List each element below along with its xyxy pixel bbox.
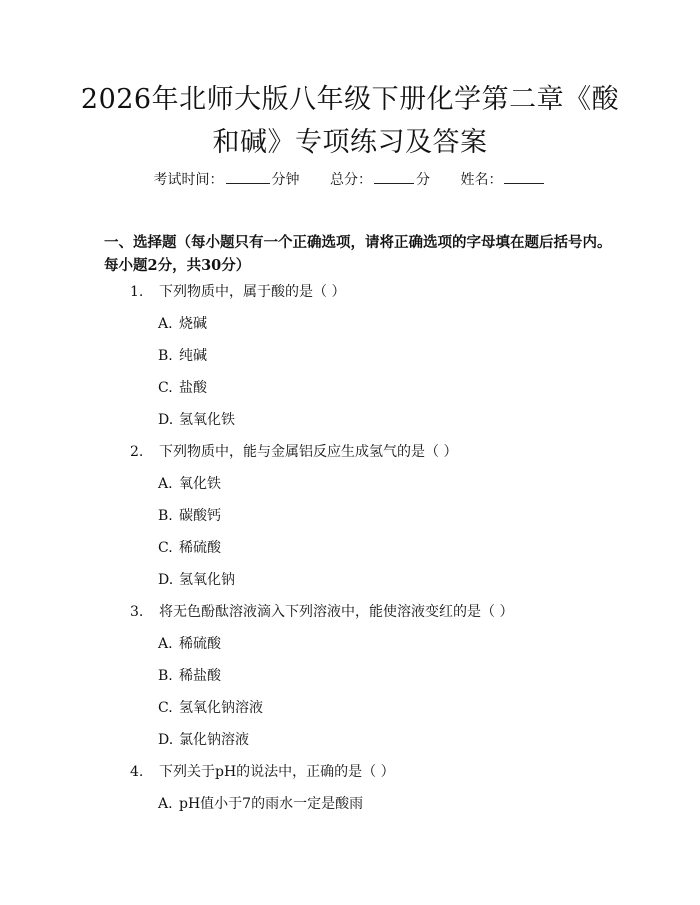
question-3-option-d[interactable] bbox=[158, 729, 249, 749]
question-number: 4. bbox=[130, 764, 144, 780]
option-letter: A. bbox=[158, 796, 173, 812]
option-text: 氢氧化钠 bbox=[179, 572, 235, 588]
option-letter: C. bbox=[158, 540, 173, 556]
option-text: 氧化铁 bbox=[179, 476, 221, 492]
title-line-2: 和碱》专项练习及答案 bbox=[212, 127, 488, 158]
question-2-option-d[interactable] bbox=[158, 569, 235, 589]
option-text: 稀硫酸 bbox=[179, 540, 221, 556]
total-score-label: 总分： bbox=[330, 172, 372, 188]
option-letter: D. bbox=[158, 572, 174, 588]
exam-info bbox=[0, 169, 700, 189]
option-letter: A. bbox=[158, 476, 173, 492]
exam-time-blank[interactable] bbox=[226, 171, 270, 184]
option-text: 稀盐酸 bbox=[179, 668, 221, 684]
question-number: 1. bbox=[130, 284, 144, 300]
question-3-option-c[interactable] bbox=[158, 697, 263, 717]
option-letter: A. bbox=[158, 316, 173, 332]
question-1-option-a[interactable] bbox=[158, 313, 207, 333]
option-text: 氯化钠溶液 bbox=[179, 732, 249, 748]
question-1 bbox=[130, 281, 345, 301]
question-1-option-d[interactable] bbox=[158, 409, 235, 429]
document-title bbox=[60, 78, 640, 164]
question-stem: 将无色酚酞溶液滴入下列溶液中，能使溶液变红的是（ ） bbox=[159, 604, 514, 620]
option-letter: B. bbox=[158, 668, 173, 684]
question-2-option-c[interactable] bbox=[158, 537, 221, 557]
option-text: 氢氧化铁 bbox=[179, 412, 235, 428]
option-letter: B. bbox=[158, 508, 173, 524]
option-letter: D. bbox=[158, 412, 174, 428]
question-1-option-b[interactable] bbox=[158, 345, 207, 365]
option-text: pH值小于7的雨水一定是酸雨 bbox=[179, 796, 364, 812]
exam-time-unit: 分钟 bbox=[271, 172, 300, 188]
question-number: 3. bbox=[130, 604, 144, 620]
section-heading: 一、选择题（每小题只有一个正确选项，请将正确选项的字母填在题后括号内。每小题2分，共30分） bbox=[104, 234, 612, 274]
exam-time-label: 考试时间： bbox=[153, 172, 224, 188]
option-text: 稀硫酸 bbox=[179, 636, 221, 652]
question-stem: 下列物质中，能与金属铝反应生成氢气的是（ ） bbox=[159, 444, 458, 460]
question-3-option-a[interactable] bbox=[158, 633, 221, 653]
question-4-option-a[interactable] bbox=[158, 793, 363, 813]
question-1-option-c[interactable] bbox=[158, 377, 207, 397]
student-name-blank[interactable] bbox=[504, 171, 544, 184]
student-name-label: 姓名： bbox=[460, 172, 503, 188]
option-text: 碳酸钙 bbox=[179, 508, 221, 524]
question-2 bbox=[130, 441, 457, 461]
option-text: 氢氧化钠溶液 bbox=[179, 700, 263, 716]
question-number: 2. bbox=[130, 444, 144, 460]
question-stem: 下列物质中，属于酸的是（ ） bbox=[159, 284, 346, 300]
title-line-1: 2026年北师大版八年级下册化学第二章《酸 bbox=[80, 84, 620, 115]
question-2-option-a[interactable] bbox=[158, 473, 221, 493]
option-letter: B. bbox=[158, 348, 173, 364]
question-4 bbox=[130, 761, 395, 781]
option-text: 烧碱 bbox=[179, 316, 207, 332]
question-3-option-b[interactable] bbox=[158, 665, 221, 685]
option-letter: D. bbox=[158, 732, 174, 748]
option-text: 盐酸 bbox=[179, 380, 207, 396]
total-score-unit: 分 bbox=[416, 172, 430, 188]
question-3 bbox=[130, 601, 513, 621]
option-letter: C. bbox=[158, 380, 173, 396]
question-2-option-b[interactable] bbox=[158, 505, 221, 525]
total-score-field bbox=[330, 169, 430, 189]
question-stem: 下列关于pH的说法中，正确的是（ ） bbox=[159, 764, 395, 780]
option-letter: A. bbox=[158, 636, 173, 652]
option-text: 纯碱 bbox=[179, 348, 207, 364]
total-score-blank[interactable] bbox=[374, 171, 414, 184]
exam-time-field bbox=[154, 169, 300, 189]
student-name-field bbox=[460, 169, 546, 189]
option-letter: C. bbox=[158, 700, 173, 716]
